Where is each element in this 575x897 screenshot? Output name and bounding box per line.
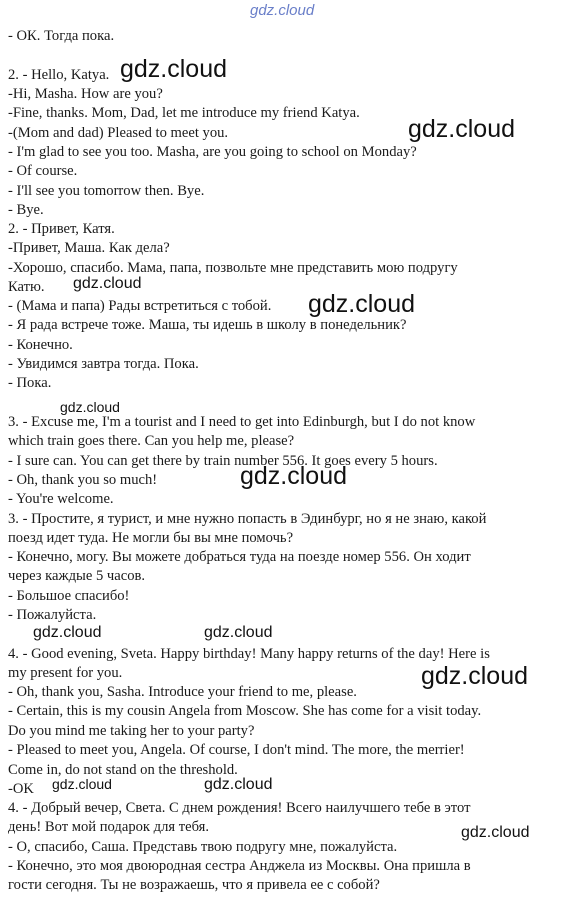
watermark: gdz.cloud bbox=[120, 55, 228, 83]
text-line: - Oh, thank you so much! bbox=[8, 472, 158, 488]
text-line: my present for you. bbox=[8, 665, 123, 681]
text-line: - I sure can. You can get there by train number 556. It goes every 5 hours. bbox=[8, 453, 438, 469]
text-line: - Пожалуйста. bbox=[8, 607, 97, 623]
text-line: 3. - Excuse me, I'm a tourist and I need to get into Edinburgh, but I do not know bbox=[8, 414, 476, 430]
text-line: - Bye. bbox=[8, 202, 44, 218]
text-line: - Конечно, могу. Вы можете добраться туда на поезде номер 556. Он ходит bbox=[8, 549, 471, 565]
text-line: 3. - Простите, я турист, и мне нужно попасть в Эдинбург, но я не знаю, какой bbox=[8, 511, 487, 527]
text-line: - Большое спасибо! bbox=[8, 588, 130, 604]
text-line: через каждые 5 часов. bbox=[8, 568, 146, 584]
text-line: - Of course. bbox=[8, 163, 78, 179]
watermark: gdz.cloud bbox=[308, 290, 416, 318]
watermark: gdz.cloud bbox=[240, 462, 348, 490]
text-line: -Fine, thanks. Mom, Dad, let me introduce my friend Katya. bbox=[8, 105, 360, 121]
text-line: -Хорошо, спасибо. Мама, папа, позвольте мне представить мою подругу bbox=[8, 260, 458, 276]
watermark: gdz.cloud bbox=[60, 399, 120, 415]
text-line: - Я рада встрече тоже. Маша, ты идешь в школу в понедельник? bbox=[8, 317, 407, 333]
text-line: - Certain, this is my cousin Angela from Moscow. She has come for a visit today. bbox=[8, 703, 482, 719]
watermark: gdz.cloud bbox=[52, 776, 112, 792]
text-line: - Конечно. bbox=[8, 337, 73, 353]
watermark: gdz.cloud bbox=[204, 776, 273, 793]
watermark: gdz.cloud bbox=[33, 624, 102, 641]
text-line: - ОК. Тогда пока. bbox=[8, 28, 115, 44]
text-line: - I'm glad to see you too. Masha, are you going to school on Monday? bbox=[8, 144, 417, 160]
watermark: gdz.cloud bbox=[408, 115, 516, 143]
text-line: 4. - Good evening, Sveta. Happy birthday! Many happy returns of the day! Here is bbox=[8, 646, 490, 662]
text-line: поезд идет туда. Не могли бы вы мне помочь? bbox=[8, 530, 294, 546]
text-line: - (Мама и папа) Рады встретиться с тобой. bbox=[8, 298, 272, 314]
text-line: - Конечно, это моя двоюродная сестра Анджела из Москвы. Она пришла в bbox=[8, 858, 471, 874]
text-line: which train goes there. Can you help me, please? bbox=[8, 433, 295, 449]
text-line: -Hi, Masha. How are you? bbox=[8, 86, 163, 102]
text-line: - Пока. bbox=[8, 375, 52, 391]
text-line: день! Вот мой подарок для тебя. bbox=[8, 819, 209, 835]
text-line: - О, спасибо, Саша. Представь твою подругу мне, пожалуйста. bbox=[8, 839, 398, 855]
text-line: - Oh, thank you, Sasha. Introduce your friend to me, please. bbox=[8, 684, 357, 700]
text-line: -OK bbox=[8, 781, 34, 797]
text-line: -Привет, Маша. Как дела? bbox=[8, 240, 170, 256]
text-line: 4. - Добрый вечер, Света. С днем рождения! Всего наилучшего тебе в этот bbox=[8, 800, 471, 816]
text-line: - Увидимся завтра тогда. Пока. bbox=[8, 356, 199, 372]
text-line: - You're welcome. bbox=[8, 491, 114, 507]
text-line: Do you mind me taking her to your party? bbox=[8, 723, 255, 739]
text-line: Come in, do not stand on the threshold. bbox=[8, 762, 238, 778]
watermark: gdz.cloud bbox=[204, 624, 273, 641]
watermark: gdz.cloud bbox=[421, 662, 529, 690]
text-line: -(Mom and dad) Pleased to meet you. bbox=[8, 125, 229, 141]
text-line: - Pleased to meet you, Angela. Of course, I don't mind. The more, the merrier! bbox=[8, 742, 465, 758]
text-line: гости сегодня. Ты не возражаешь, что я привела ее с собой? bbox=[8, 877, 380, 893]
text-line: 2. - Привет, Катя. bbox=[8, 221, 115, 237]
text-line: - I'll see you tomorrow then. Bye. bbox=[8, 183, 205, 199]
watermark: gdz.cloud bbox=[461, 824, 530, 841]
text-line: 2. - Hello, Katya. bbox=[8, 67, 110, 83]
watermark-top: gdz.cloud bbox=[250, 2, 315, 19]
text-line: Катю. bbox=[8, 279, 45, 295]
watermark: gdz.cloud bbox=[73, 275, 142, 292]
